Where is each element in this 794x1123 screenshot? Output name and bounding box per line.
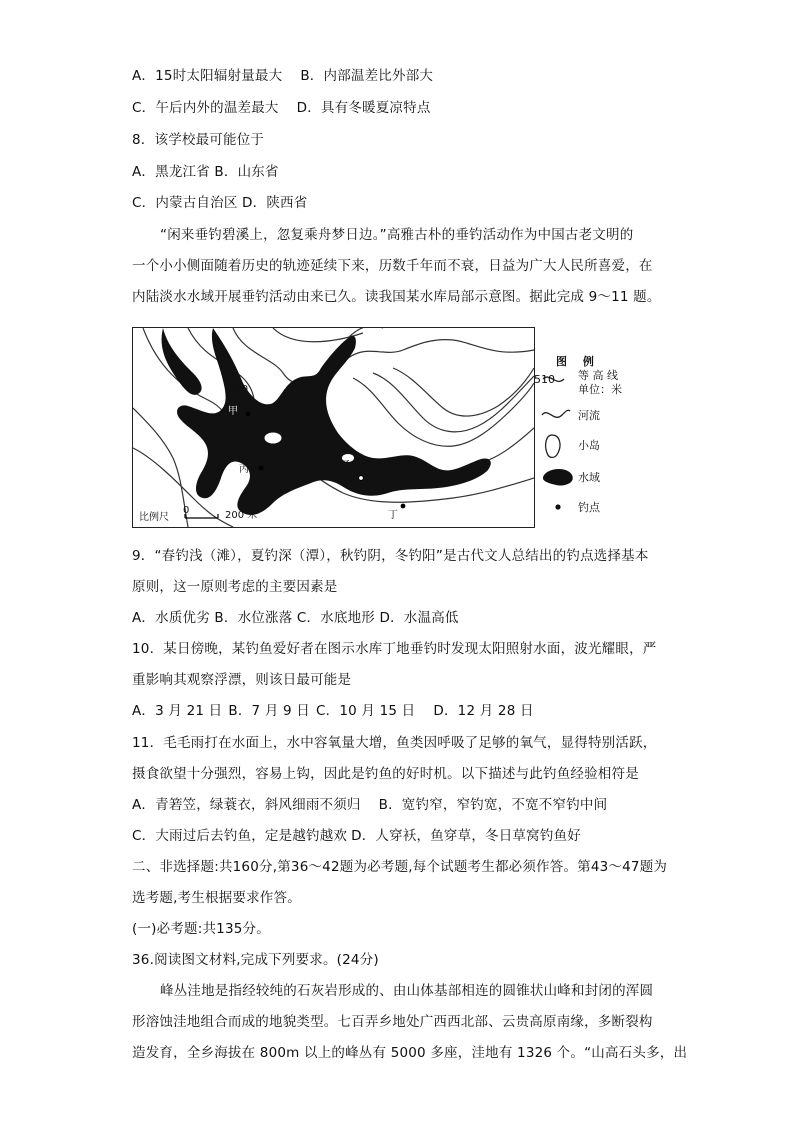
fishing-spot-symbol-icon bbox=[555, 504, 560, 509]
legend-contour-value: 510 bbox=[534, 373, 555, 386]
passage-line-2: 一个小小侧面随着历史的轨迹延续下来，历数千年而不衰，日益为广大人民所喜爱，在 bbox=[132, 258, 653, 274]
q11-option-c: C．大雨过后去钓鱼，定是越钓越欢 bbox=[132, 828, 348, 844]
q11-options-cd bbox=[132, 826, 581, 846]
q11-option-a: A．青箬笠，绿蓑衣，斜风细雨不须归 bbox=[132, 797, 361, 813]
q8-options-cd: C．内蒙古自治区 D．陕西省 bbox=[132, 195, 308, 211]
island-symbol-icon bbox=[546, 435, 560, 458]
q11-stem-2: 摄食欲望十分强烈，容易上钩，因此是钓鱼的好时机。以下描述与此钓鱼经验相符是 bbox=[132, 766, 639, 782]
q7-option-a: A．15时太阳辐射量最大 bbox=[132, 68, 283, 84]
water-symbol-icon bbox=[543, 469, 573, 486]
q36-stem: 36.阅读图文材料,完成下列要求。(24分) bbox=[132, 952, 379, 968]
passage-line-1: “闲来垂钓碧溪上，忽复乘舟梦日边。”高雅古朴的垂钓活动作为中国古老文明的 bbox=[160, 227, 634, 243]
scale-zero: 0 bbox=[183, 505, 190, 516]
point-yi: 乙 bbox=[341, 460, 351, 471]
q11-option-b: B．宽钓窄，窄钓宽，不宽不窄钓中间 bbox=[378, 797, 608, 813]
q7-option-d: D．具有冬暖夏凉特点 bbox=[296, 100, 431, 116]
legend-contour-label: 等 高 线 bbox=[578, 369, 618, 382]
q36-para-3: 造发育，全乡海拔在 800m 以上的峰丛有 5000 多座，洼地有 1326 个。“山高石头多，出 bbox=[132, 1045, 688, 1061]
q10-option-c: C．10 月 15 日 bbox=[316, 703, 416, 719]
q11-option-d: D．人穿袄，鱼穿草，冬日草窝钓鱼好 bbox=[351, 828, 581, 844]
q7-option-c: C．午后内外的温差最大 bbox=[132, 100, 279, 116]
passage-line-3: 内陆淡水水域开展垂钓活动由来已久。读我国某水库局部示意图。据此完成 9～11 题。 bbox=[132, 289, 661, 305]
q9-stem-1: 9．“春钓浅（滩），夏钓深（潭），秋钓阴，冬钓阳”是古代文人总结出的钓点选择基本 bbox=[132, 548, 649, 564]
q11-options-ab bbox=[132, 795, 607, 815]
q8-stem: 8．该学校最可能位于 bbox=[132, 132, 265, 148]
legend-river: 河流 bbox=[578, 409, 600, 422]
q9-options: A．水质优劣 B．水位涨落 C．水底地形 D．水温高低 bbox=[132, 610, 459, 626]
q7-options-ab bbox=[132, 66, 433, 86]
q10-option-b: B．7 月 9 日 bbox=[228, 703, 311, 719]
q7-option-b: B．内部温差比外部大 bbox=[300, 68, 434, 84]
q7-options-cd bbox=[132, 98, 431, 118]
contour-label-510: 510 bbox=[229, 384, 249, 395]
section2-line-1: 二、非选择题:共160分,第36～42题为必考题,每个试题考生都必须作答。第43～47题为 bbox=[132, 859, 668, 875]
legend-symbols bbox=[538, 327, 658, 527]
reservoir-map-drawing bbox=[133, 328, 534, 527]
point-ding: 丁 bbox=[388, 510, 398, 521]
contour-label-515: 515 bbox=[399, 468, 419, 479]
reservoir-map bbox=[132, 327, 535, 528]
q9-stem-2: 原则，这一原则考虑的主要因素是 bbox=[132, 579, 338, 595]
q36-para-2: 形溶蚀洼地组合而成的地貌类型。七百弄乡地处广西西北部、云贵高原南缘，多断裂构 bbox=[132, 1014, 653, 1030]
q36-para-1: 峰丛洼地是指经较纯的石灰岩形成的、由山体基部相连的圆锥状山峰和封闭的浑圆 bbox=[160, 983, 654, 999]
legend-title: 图 例 bbox=[556, 355, 600, 368]
q8-options-ab: A．黑龙江省 B．山东省 bbox=[132, 164, 279, 180]
point-bing: 丙 bbox=[239, 464, 249, 475]
legend-water: 水域 bbox=[578, 471, 600, 484]
section2-required: (一)必考题:共135分。 bbox=[132, 921, 270, 937]
scale-value: 200 米 bbox=[225, 510, 258, 521]
q10-stem-2: 重影响其观察浮漂，则该日最可能是 bbox=[132, 672, 352, 688]
legend-contour-unit: 单位：米 bbox=[578, 383, 622, 396]
point-jia: 甲 bbox=[228, 406, 238, 417]
q10-option-d: D．12 月 28 日 bbox=[433, 703, 534, 719]
map-legend bbox=[534, 327, 658, 527]
scale-label: 比例尺 bbox=[139, 512, 169, 523]
section2-line-2: 选考题,考生根据要求作答。 bbox=[132, 890, 301, 906]
q11-stem-1: 11．毛毛雨打在水面上，水中容氧量大增，鱼类因呼吸了足够的氧气，显得特别活跃， bbox=[132, 735, 657, 751]
q10-stem-1: 10．某日傍晚，某钓鱼爱好者在图示水库丁地垂钓时发现太阳照射水面，波光耀眼，严 bbox=[132, 641, 657, 657]
q10-options bbox=[132, 701, 534, 721]
river-symbol-icon bbox=[542, 410, 570, 417]
legend-island: 小岛 bbox=[578, 439, 600, 452]
legend-fishing-spot: 钓点 bbox=[578, 501, 600, 514]
q10-option-a: A．3 月 21 日 bbox=[132, 703, 223, 719]
